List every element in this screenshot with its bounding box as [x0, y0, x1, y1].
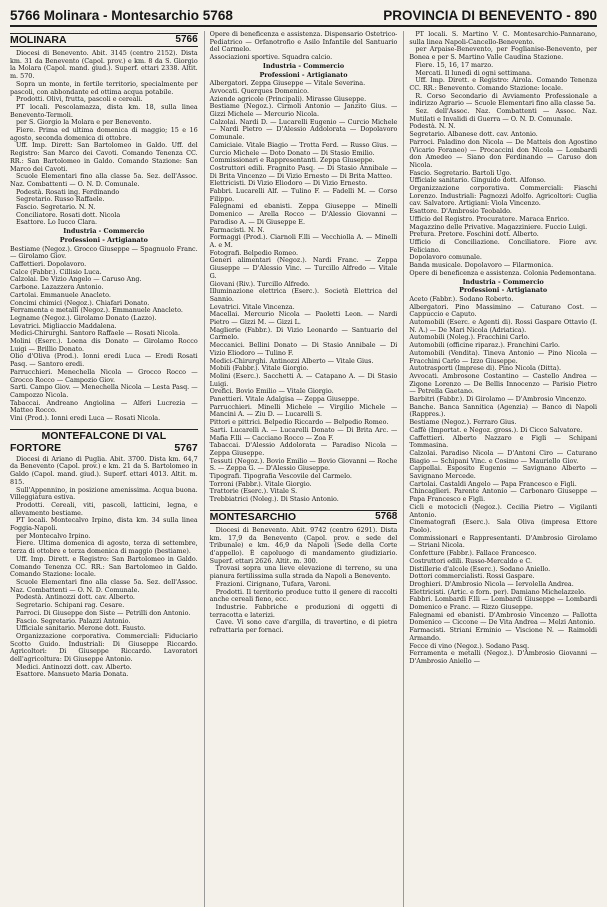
directory-entry: Aceto (Fabbr.). Sodano Roberto.	[409, 294, 514, 303]
paragraph: Medici. Antinozzi dott. cav. Alberto.	[16, 662, 132, 671]
paragraph: Fascio. Segretario. N. N.	[16, 203, 96, 212]
directory-entry: Fabbri. Lombardi F.lli — Lombardi Giuseppe — Lombardi Domenico e Franc. — Rizzo Giuseppe.	[409, 595, 598, 612]
paragraph-list	[210, 527, 398, 635]
paragraph: R. Corso Secondario di Avviamento Professionale a indirizzo Agrario — Scuole Elementari fino alla classe 5a.	[409, 91, 598, 108]
section-heading: Professioni - Artigianato	[459, 286, 548, 295]
directory-entry: Chincaglieri. Parente Antonio — Carbonaro Giuseppe — Papa Francesco e Figli.	[409, 487, 598, 504]
title-number: 5767	[174, 441, 198, 454]
paragraph: Prodotti. Cereali, viti, pascoli, latticini, legna, e allevamento bestiame.	[10, 500, 198, 517]
directory-entry: Automobili (Eserc. e Agenti di). Rossi Gaspare Ottavio (I. N. A.) — De Mari Nicola (Adriatica).	[409, 318, 598, 334]
directory-entry: Dottori commercialisti. Rossi Gaspare.	[409, 572, 535, 581]
directory-entry: Molini (Eserc.). Sacchetti A. — Catapano A. — Di Stasio Luigi.	[209, 371, 398, 388]
column-3	[403, 31, 597, 907]
directory-entry: Fecce di vino (Negoz.). Sodano Pasq.	[409, 641, 530, 650]
paragraph: Industrie. Fabbriche e produzioni di oggetti di terracotta e laterizi.	[209, 602, 398, 619]
page-body	[10, 31, 597, 907]
paragraph: Fiere. 15, 16, 17 marzo.	[415, 60, 494, 69]
header-left: 5766 Molinara - Montesarchio 5768	[10, 8, 233, 23]
paragraph: Ufficiale sanitario. Merone dott. Fausto.	[16, 624, 146, 633]
paragraph: PT locali. Montecalvo Irpino, dista km. 34 sulla linea Foggia-Napoli.	[10, 516, 198, 533]
directory-entry: Caffè (Importat. e Negoz. gross.). Di Cicco Salvatore.	[409, 425, 583, 434]
directory-entry: Parrucchieri. Minelli Michele — Virgilio Michele — Mancini A. — Ziu D. — Lucarelli S.	[209, 402, 398, 419]
directory-entry: Cinematografi (Eserc.). Sala Oliva (impresa Ettore Paolo).	[409, 518, 598, 534]
directory-entry: Ufficio di Conciliazione. Conciliatore. Fiore avv. Feliciano.	[409, 237, 598, 254]
directory-entry: Levatrici. Vitale Vincenza.	[209, 302, 295, 311]
title-number: 5766	[175, 34, 198, 45]
directory-entry: Tabaccai. D'Alessio Addolorata — Paradiso Nicola — Zeppa Giuseppe.	[209, 441, 398, 457]
directory-entry: Pretura. Pretore. Foschini dott. Alberto.	[409, 230, 539, 239]
directory-entry: Meccanici. Bellini Donato — Di Stasio Annibale — Di Vizio Eliodoro — Tulino F.	[209, 341, 398, 357]
directory-entry: Cappellai. Esposito Eugenio — Savignano Alberto — Savignano Mercede.	[409, 464, 598, 481]
directory-entry: Panettieri. Vitale Adalgisa — Zeppa Giuseppe.	[209, 395, 360, 404]
directory-entry: Calce (Fabbr.). Cillisio Luca.	[10, 267, 102, 276]
directory-entry: Tipografi. Tipografia Vescovile del Carmelo.	[209, 472, 352, 481]
paragraph: Prodotti. Olivi, frutta, pascoli e cereali.	[16, 95, 143, 104]
directory-entry: Orefici. Bovio Emilio — Vitale Giorgio.	[209, 387, 334, 396]
directory-entry: Carbone. Lazazzera Antonio.	[10, 283, 104, 292]
directory-entry: Caffettieri. Alberto Nazzaro e Figli — Schipani Tommasina.	[409, 433, 598, 450]
paragraph: Sopra un monte, in fertile territorio, specialmente per pascoli, con abbondante ed ottima acqua potabile.	[10, 79, 198, 96]
directory-entry: Mobili (Fabbr.). Vitale Giorgio.	[209, 364, 309, 373]
directory-entry: Formaggi (Prod.). Ciarnoli F.lli — Vecchiolla A. — Minelli A. e M.	[209, 233, 398, 249]
directory-entry: Podestà. N. N.	[409, 122, 456, 131]
directory-entry: Concimi chimici (Negoz.). Chiafari Donato.	[10, 298, 150, 307]
directory-entry: Segretario. Albanese dott. cav. Antonio.	[409, 130, 538, 139]
paragraph: PT locali. S. Martino V. C. Montesarchio-Pannarano, sulla linea Napoli-Cancello-Benevento.	[409, 31, 598, 46]
entry-title-montesarchio	[210, 510, 398, 524]
directory-entry: Sarti. Campo Giov. — Menechella Nicola — Lesta Pasq. — Campozzo Nicola.	[10, 383, 198, 399]
entry-title-montefalcone	[10, 429, 198, 454]
directory-entry: Banda musicale. Dopolavoro — Filarmonica.	[409, 261, 554, 270]
paragraph: Diocesi di Benevento. Abit. 3145 (centro 2152). Dista km. 31 da Benevento (Capol. prov.) e km. 8 da S. Giorgio la Molara (Capol. mand. giud.). Superf. ettari 2338. Altit. m. 570.	[10, 49, 198, 81]
directory-entry-list	[10, 246, 198, 423]
paragraph: Uff. Imp. Dirett. e Registro: Airola. Comando Tenenza CC. RR.: Benevento. Comando Stazione: locale.	[409, 76, 598, 92]
directory-entry: Bestiame (Negoz.). Grocco Giuseppe — Spagnuolo Franc. — Girolamo Giov.	[10, 244, 198, 261]
paragraph: Organizzazione corporativa. Commerciali: Fiduciario Scotto Guido. Industriali: Di Giuseppe Riccardo. Agricoltori: Di Giuseppe Riccardo. Lavoratori dell'agricoltura: Di Giuseppe Antonio.	[10, 631, 198, 664]
directory-entry: Cartolai. Emmanuele Anacleto.	[10, 290, 111, 299]
directory-entry: Costruttori edili. Russo-Mercaldo e C.	[409, 556, 533, 565]
directory-entry: Bestiame (Negoz.). Ferraro Gius.	[409, 418, 517, 427]
directory-entry: Ufficio del Registro. Procuratore. Maraca Enrico.	[409, 214, 570, 223]
paragraph: Esattore. Lo Iucco Clara.	[16, 218, 98, 227]
directory-entry: Fascio. Segretario. Bartoli Ugo.	[409, 168, 512, 177]
directory-entry-list	[210, 31, 398, 62]
directory-entry: Torroni (Fabbr.). Vitale Giorgio.	[209, 479, 312, 488]
paragraph: Trovasi sopra una lieve elevazione di terreno, su una pianura fertilissima sulla strada da Napoli a Benevento.	[209, 564, 398, 581]
section-heading: Industria - Commercio	[462, 277, 544, 286]
directory-entry: Falegnami ed ebanisti. D'Ambrosio Vincenzo — Pallotta Domenico — Ciccone — De Vita Andrea — Melzi Antonio.	[409, 610, 598, 627]
directory-entry: Olio d'Oliva (Prod.). Ionni eredi Luca — Eredi Rosati Pasq. — Santoro eredi.	[10, 352, 198, 369]
directory-entry: Maglierie (Fabbr.). Di Vizio Leonardo — Santuario del Carmelo.	[209, 325, 398, 342]
directory-entry: Caffettieri. Dopolavoro.	[10, 259, 87, 268]
directory-entry: Automobili (Noleg.). Fracchini Carlo.	[409, 333, 530, 342]
directory-entry: Farmacisti. Striani Erminio — Viscione N. — Raimoldi Armando.	[409, 626, 598, 642]
directory-entry: Trebbiatrici (Noleg.). Di Stasio Antonio.	[209, 495, 339, 504]
paragraph: Scuole Elementari fino alla classe 5a. Sez. dell'Assoc. Naz. Combattenti — O. N. D. Comunale.	[10, 578, 198, 594]
directory-entry: Medici-Chirurghi. Santoro Raffaele — Rosati Nicola.	[10, 329, 181, 338]
directory-entry: Autotrasporti (Imprese di). Pino Nicola (Ditta).	[409, 364, 562, 373]
directory-entry: Costruttori edili. Fragnito Pasq. — Di Stasio Annibale — Di Brita Vincenzo — Di Vizio Ernesto — Di Brita Matteo.	[209, 163, 398, 180]
directory-entry: Barbitri (Fabbr.). Di Girolamo — D'Ambrosio Vincenzo.	[409, 395, 587, 404]
directory-entry: Automobili (Vendita). Tineva Antonio — Pino Nicola — Fracchini Carlo — Izzo Giuseppe.	[409, 348, 598, 365]
header-right: PROVINCIA DI BENEVENTO - 890	[383, 8, 597, 23]
directory-entry: Legname (Negoz.). Girolamo Donato (Lazzo).	[10, 313, 157, 322]
directory-entry: Parrucchieri. Menechella Nicola — Grocco Rocco — Grocco Rocco — Campozio Giov.	[10, 367, 198, 384]
paragraph: per Montecalvo Irpino.	[16, 531, 91, 540]
paragraph: Diocesi di Benevento. Abit. 9742 (centro 6291). Dista km. 17,9 da Benevento (Capol. prov. e sede del Tribunale) e km. 46,9 da Napoli (Sede della Corte d'appello). È capoluogo di mandamento giudiziario. Superf. ettari 2626. Altit. m. 300.	[209, 525, 398, 565]
directory-entry: Falegnami ed ebanisti. Zeppa Giuseppe — Minelli Domenico — Arella Rocco — D'Alessio Giovanni — Paradiso A. — Di Giuseppe E.	[209, 202, 398, 226]
directory-entry: Aziende agricole (Principali). Mirasse Giuseppe.	[209, 94, 367, 103]
directory-entry: Calzolai. De Vizio Angelo — Caruso Ang.	[10, 275, 142, 284]
paragraph: Fiere. Prima ed ultima domenica di maggio; 15 e 16 agosto, seconda domenica di ottobre.	[10, 126, 198, 142]
column-2	[204, 31, 398, 907]
paragraph: Sull'Appennino, in posizione amenissima. Acqua buona. Villeggiatura estiva.	[10, 485, 198, 502]
directory-entry: Medici-Chirurghi. Antinozzi Alberto — Vitale Gius.	[209, 356, 374, 365]
directory-entry: Parroci. Paladino don Nicola — De Matteis don Agostino (Vicario Foraneo) — Procaccini don Nicola — Lombardi don Amedeo — Siano don Ferdinando — Caruso don Nicola.	[409, 137, 598, 169]
column-1	[10, 31, 198, 907]
directory-entry: Automobili (officine riparaz.). Franchini Carlo.	[409, 341, 560, 350]
paragraph: Esattore. Mansueto Maria Donata.	[16, 670, 129, 679]
directory-entry: Avvocati. Ambrosone Costantino — Castello Andrea — Zigone Lorenzo — De Bellis Innocenzo — Parisio Pietro — Petrella Gaetano.	[409, 371, 598, 396]
title-text: MONTEFALCONE DI VAL	[41, 429, 167, 442]
paragraph: Cave. Vi sono cave d'argilla, di travertino, e di pietra refrattaria per fornaci.	[209, 618, 398, 635]
directory-entry: Generi alimentari (Negoz.). Nardi Franc. — Zeppa Giuseppe — D'Alessio Vinc. — Turcillo Alfredo — Vitale G.	[209, 256, 398, 280]
directory-entry: Esattore. D'Ambrosio Teobaldo.	[409, 207, 512, 216]
paragraph: Podestà. Rosati ing. Ferdinando	[16, 187, 120, 196]
directory-entry: Dopolavoro comunale.	[409, 253, 482, 262]
entry-title-molinara	[10, 33, 198, 47]
directory-entry: Fabbri. Lucarelli Alf. — Tulino F. — Fadelli M. — Corso Filippo.	[209, 187, 398, 203]
paragraph: Fascio. Segretario. Palazzi Antonio.	[16, 616, 131, 625]
paragraph: Mercati. Il lunedì di ogni settimana.	[415, 68, 532, 77]
title-number: 5768	[375, 510, 398, 522]
paragraph: PT locali. Pescolamazza, dista km. 18, sulla linea Benevento-Termoli.	[10, 102, 198, 119]
directory-entry: Elettricisti. (Artic. e forn. per). Damiano Michelazzelo.	[409, 587, 586, 596]
paragraph-list	[409, 31, 597, 123]
directory-entry: Ferramenta e metalli (Negoz.). D'Ambrosio Giovanni — D'Ambrosio Aniello —	[409, 649, 598, 665]
directory-entry: Magazzino delle Privative. Magazziniere. Fuccio Luigi.	[409, 222, 588, 231]
directory-entry-list	[409, 123, 597, 277]
directory-entry: Tessuti (Negoz.). Bovio Emilio — Bovio Giovanni — Roche S. — Zeppa G. — D'Alessio Giuseppe.	[209, 456, 398, 473]
directory-entry: Levatrici. Migliaccio Maddalena.	[10, 321, 117, 330]
paragraph: Podestà. Antinozzi dott. cav. Alberto.	[16, 593, 135, 602]
directory-entry: Organizzazione corporativa. Commerciali: Fiaschi Lorenzo. Industriali: Pagnozzi Adolfo. Agricoltori: Cuglia cav. Salvatore. Artigiani: Viola Vincenzo.	[409, 184, 598, 208]
directory-entry: Ufficiale sanitario. Ginguido dott. Alfonso.	[409, 176, 546, 185]
directory-entry: Cartolai. Castaldi Angelo — Papa Francesco e Figli.	[409, 479, 577, 488]
directory-entry: Elettricisti. Di Vizio Eliodoro — Di Vizio Ernesto.	[209, 179, 368, 188]
directory-entry: Ferramenta e metalli (Negoz.). Emmanuele Anacleto.	[10, 306, 183, 315]
title-text: MONTESARCHIO	[209, 510, 297, 523]
directory-entry: Pittori e pittrici. Belpedio Riccardo — Belpedio Romeo.	[209, 418, 389, 427]
directory-entry: Associazioni sportive. Squadra calcio.	[209, 53, 333, 62]
directory-entry: Calzolai. Paradiso Nicola — D'Antoni Ciro — Caturano Biagio — Schipani Vinc. e Cosimo — Mauriello Giov.	[409, 448, 598, 465]
paragraph: Conciliatore. Rosati dott. Nicola	[16, 210, 121, 219]
paragraph: Prodotti. Il territorio produce tutto il genere di raccolti anche cereali fieno, ecc.	[209, 587, 398, 604]
directory-entry: Molini (Eserc.). Loena dis Donato — Girolamo Rocco Luigi — Brillio Donato.	[10, 337, 198, 353]
directory-entry: Commissionari e Rappresentanti. Zeppa Giuseppe.	[209, 156, 375, 165]
paragraph: Scuole Elementari fino alla classe 5a. Sez. dell'Assoc. Naz. Combattenti — O. N. D. Comunale.	[10, 172, 198, 188]
directory-entry: Commissionari e Rappresentanti. D'Ambrosio Girolamo — Striani Nicola.	[409, 533, 598, 550]
directory-entry: Cicli e motocicli (Negoz.). Cecilia Pietro — Vigilanti Antonio.	[409, 502, 598, 519]
directory-entry: Bestiame (Negoz.). Cirmoli Antonio — Janzito Gius. — Gizzi Michele — Mercurio Nicola.	[209, 102, 398, 119]
paragraph: Sez. dell'Assoc. Naz. Combattenti — Assoc. Naz. Mutilati e Invalidi di Guerra — O. N. D. Comunale.	[409, 107, 598, 123]
paragraph: Frazioni. Cirignano, Tufara, Varoni.	[215, 579, 331, 588]
directory-entry: Trattorie (Eserc.). Vitale S.	[209, 487, 298, 496]
section-heading: Industria - Commercio	[262, 61, 345, 70]
paragraph: per Arpaise-Benevento, per Foglianise-Benevento, per Bonea e per S. Martino Valle Caudina Stazione.	[409, 45, 598, 62]
directory-entry: Opere di beneficenza e assistenza. Colonia Pedemontana.	[409, 268, 597, 277]
paragraph: Uff. Imp. Dirett: San Bartolomeo in Galdo. Uff. del Registro: San Marco dei Cavoti. Comando Tenenza CC. RR.: San Bartolomeo in Galdo. Comando Stazione: San Marco dei Cavoti.	[10, 141, 198, 173]
directory-entry: Avvocati. Querques Domenico.	[209, 86, 309, 95]
directory-entry: Albergatori. Zeppa Giuseppe — Vitale Severina.	[209, 79, 366, 88]
paragraph: Diocesi di Ariano di Puglia. Abit. 3700. Dista km. 64,7 da Benevento (Capol. prov.) e km. 21 da S. Bartolomeo in Galdo (Capol. mand. giud.). Superf. ettari 4013. Altit. m. 815.	[10, 454, 198, 486]
section-heading: Professioni - Artigianato	[59, 235, 148, 244]
directory-entry: Albergatori. Pino Massimino — Caturano Cost. — Cappuccio e Caputo.	[409, 302, 598, 319]
directory-entry: Giovani (Riv.). Turcillo Alfredo.	[209, 279, 310, 288]
directory-entry: Camiciaie. Vitale Biagio — Trotta Ferd. — Russo Gius. — Curcio Michele — Doto Donato — Di Stasio Emilio.	[209, 140, 398, 157]
paragraph-list	[10, 456, 198, 679]
section-heading: Professioni - Artigianato	[259, 70, 348, 79]
directory-entry: Illuminazione elettrica (Eserc.). Società Elettrica del Sannio.	[209, 287, 398, 303]
paragraph: Uff. Imp. Dirett. e Registro: San Bartolomeo in Galdo. Comando Tenenza CC. RR.: San Bartolomeo in Galdo. Comando Stazione: locale.	[10, 554, 198, 579]
paragraph: Fiere. Ultima domenica di agosto, terza di settembre, terza di ottobre e terza domenica di maggio (bestiame).	[10, 539, 198, 556]
paragraph: Parroci. Di Giuseppe don Siste — Petrilli don Antonio.	[16, 608, 191, 617]
directory-entry: Vini (Prod.). Ionni eredi Luca — Rosati Nicola.	[10, 414, 161, 423]
paragraph: Segretario. Schipani rag. Cesare.	[16, 601, 125, 610]
directory-entry-list	[210, 80, 398, 504]
directory-entry: Calzolai. Nardi D. — Lucarelli Eugenio — Curcio Michele — Nardi Pietro — D'Alessio Addolorata — Dopolavoro Comunale.	[209, 117, 398, 142]
page-header	[10, 8, 597, 27]
section-heading: Industria - Commercio	[63, 227, 145, 236]
directory-entry: Farmacisti. N. N.	[209, 225, 265, 234]
directory-entry: Tabaccai. Andreano Angiolina — Alferi Lucrezia — Matteo Rocco.	[10, 398, 198, 415]
paragraph: per S. Giorgio la Molara e per Benevento.	[16, 118, 152, 127]
title-text: FORTORE	[10, 441, 62, 454]
directory-entry: Banche. Banca Sannitica (Agenzia) — Banco di Napoli (Rappres.).	[409, 402, 598, 419]
directory-entry: Opere di beneficenza e assistenza. Dispensario Ostetrico-Pediatrico — Orfanotrofio e Asilo Infantile del Santuario del Carmelo.	[209, 31, 398, 54]
paragraph: Segretario. Russo Raffaele.	[16, 195, 105, 204]
directory-entry: Droghieri. D'Ambrosio Nicola — Iervolella Andrea.	[409, 579, 574, 588]
directory-entry: Distillerie d'alcole (Eserc.). Sodano Aniello.	[409, 564, 551, 573]
directory-entry: Sarti. Lucarelli A. — Lucarelli Donato — Di Brita Arc. — Mafia F.lli — Cacciano Rocco — Zoa F.	[209, 425, 398, 442]
directory-entry: Fotografi. Belpedio Romeo.	[209, 248, 298, 257]
title-text: MOLINARA	[10, 34, 67, 46]
directory-entry-list	[409, 296, 597, 666]
paragraph-list	[10, 50, 198, 227]
directory-entry: Confetture (Fabbr.). Fallace Francesco.	[409, 549, 537, 558]
directory-entry: Macellai. Mercurio Nicola — Paoletti Leon. — Nardi Pietro — Gizzi M. — Gizzi L.	[209, 310, 398, 327]
